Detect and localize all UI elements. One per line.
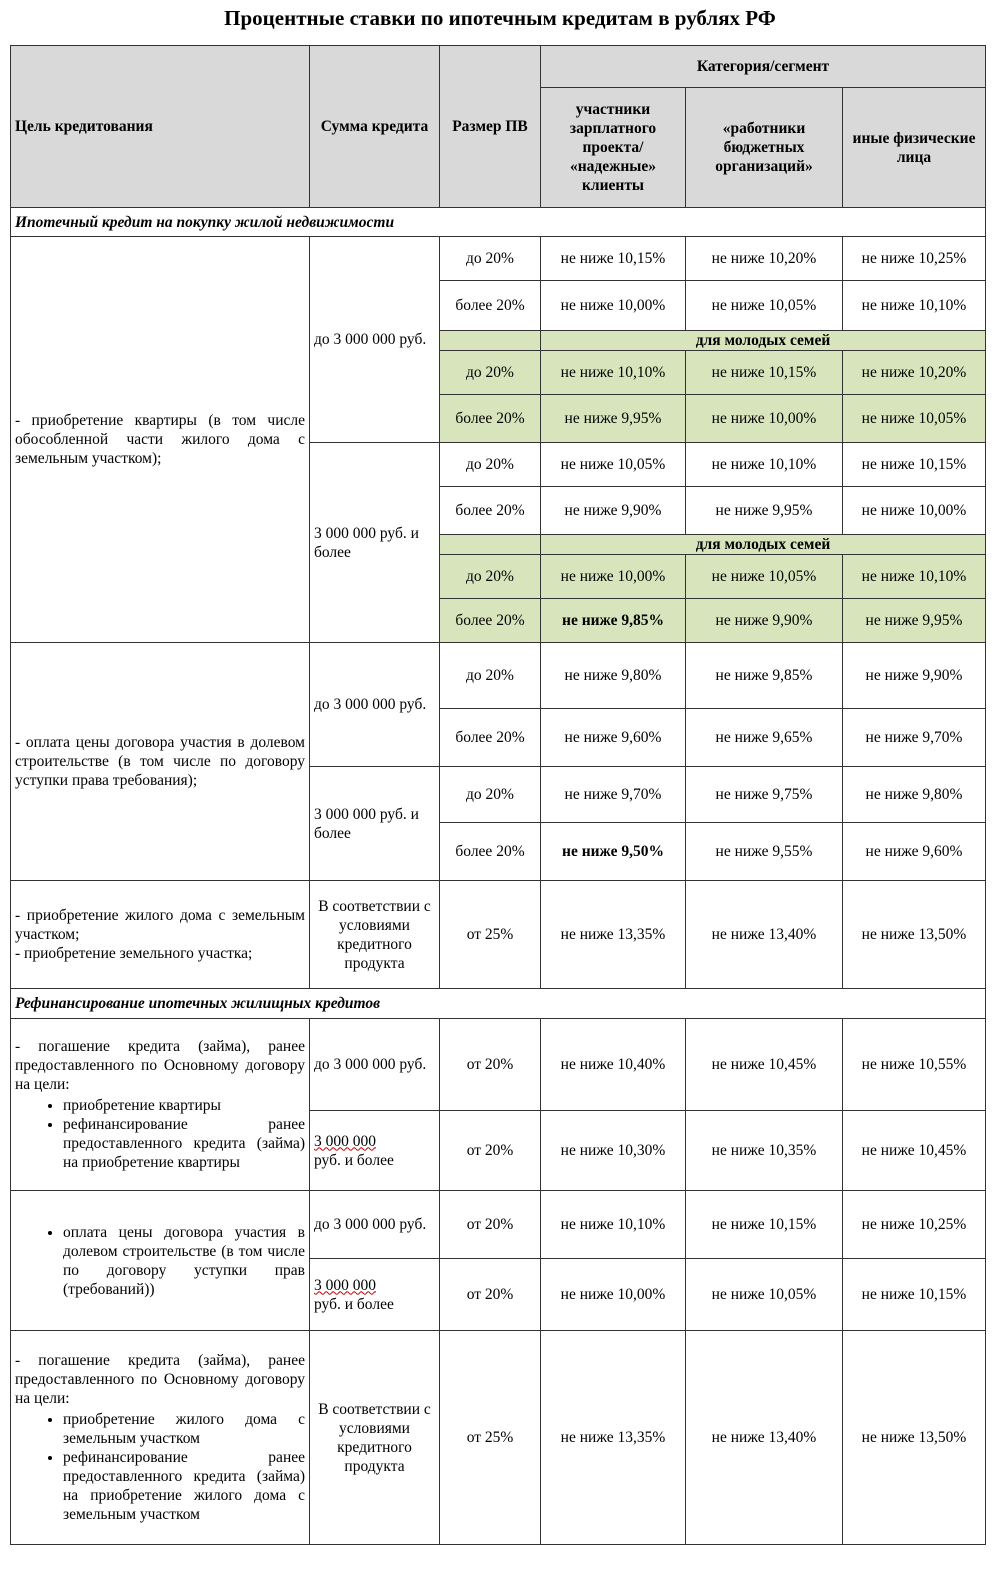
amount-cell: В соответствии с условиями кредитного продукта: [310, 881, 440, 989]
rate-cell: не ниже 9,95%: [686, 487, 843, 535]
rate-cell: не ниже 10,05%: [843, 395, 986, 443]
header-segment-salary: участники зарплатного проекта/ «надежные» клиенты: [541, 88, 686, 208]
rate-cell: не ниже 10,00%: [686, 395, 843, 443]
rate-cell: не ниже 9,95%: [541, 395, 686, 443]
rate-cell: не ниже 10,00%: [541, 281, 686, 331]
rate-cell: не ниже 13,40%: [686, 1331, 843, 1545]
rate-cell: не ниже 10,45%: [843, 1111, 986, 1191]
rate-cell: не ниже 10,25%: [843, 1191, 986, 1259]
header-segment-other: иные физические лица: [843, 88, 986, 208]
mortgage-rates-table: [10, 45, 986, 1545]
amount-cell: до 3 000 000 руб.: [310, 1191, 440, 1259]
header-pv: Размер ПВ: [440, 46, 541, 208]
amount-cell: [310, 1259, 440, 1331]
pv-cell: от 25%: [440, 1331, 541, 1545]
amount-value: 3 000 000: [314, 1276, 376, 1294]
rate-cell: не ниже 10,45%: [686, 1019, 843, 1111]
purpose-line: - приобретение жилого дома с земельным участком;: [15, 907, 305, 943]
rate-cell: не ниже 10,40%: [541, 1019, 686, 1111]
header-category: Категория/сегмент: [541, 46, 986, 88]
purpose-line: - погашение кредита (займа), ранее предоставленного по Основному договору на цели:: [15, 1038, 305, 1093]
pv-cell: до 20%: [440, 555, 541, 599]
pv-cell: более 20%: [440, 599, 541, 643]
pv-cell: до 20%: [440, 767, 541, 823]
rate-cell: не ниже 10,00%: [541, 1259, 686, 1331]
header-amount: Сумма кредита: [310, 46, 440, 208]
pv-cell: от 25%: [440, 881, 541, 989]
rate-cell: не ниже 9,95%: [843, 599, 986, 643]
rate-cell: не ниже 9,90%: [686, 599, 843, 643]
pv-cell: более 20%: [440, 823, 541, 881]
rate-cell: не ниже 9,70%: [843, 709, 986, 767]
section-title: Ипотечный кредит на покупку жилой недвижимости: [11, 208, 986, 237]
pv-cell: более 20%: [440, 395, 541, 443]
rate-cell: не ниже 9,85%: [686, 643, 843, 709]
rate-cell: не ниже 9,80%: [843, 767, 986, 823]
purpose-cell: [11, 1019, 310, 1191]
rate-cell: не ниже 10,15%: [686, 351, 843, 395]
pv-cell: от 20%: [440, 1019, 541, 1111]
rate-cell: не ниже 9,90%: [541, 487, 686, 535]
rate-cell: не ниже 10,20%: [686, 237, 843, 281]
young-family-spacer: [440, 331, 541, 351]
rate-cell: не ниже 10,55%: [843, 1019, 986, 1111]
amount-cell: до 3 000 000 руб.: [310, 237, 440, 443]
rate-cell: не ниже 10,05%: [686, 555, 843, 599]
rate-cell: не ниже 10,15%: [541, 237, 686, 281]
amount-cell: до 3 000 000 руб.: [310, 643, 440, 767]
rate-cell: не ниже 10,15%: [686, 1191, 843, 1259]
rate-cell: не ниже 13,35%: [541, 1331, 686, 1545]
header-segment-budget: «работники бюджетных организаций»: [686, 88, 843, 208]
purpose-cell: [11, 1331, 310, 1545]
pv-cell: до 20%: [440, 643, 541, 709]
rate-cell: не ниже 10,10%: [843, 281, 986, 331]
pv-cell: от 20%: [440, 1191, 541, 1259]
amount-cell: до 3 000 000 руб.: [310, 1019, 440, 1111]
pv-cell: до 20%: [440, 443, 541, 487]
rate-cell: не ниже 10,15%: [843, 1259, 986, 1331]
pv-cell: до 20%: [440, 237, 541, 281]
amount-cell: В соответствии с условиями кредитного продукта: [310, 1331, 440, 1545]
rate-cell: не ниже 10,10%: [541, 1191, 686, 1259]
purpose-bullet: • оплата цены договора участия в долевом строительстве (в том числе по договору уступки прав (требований)): [63, 1223, 305, 1299]
rate-cell: не ниже 10,10%: [843, 555, 986, 599]
rate-cell: не ниже 13,35%: [541, 881, 686, 989]
pv-cell: более 20%: [440, 281, 541, 331]
amount-cell: 3 000 000 руб. и более: [310, 443, 440, 643]
purpose-cell: [11, 881, 310, 989]
amount-cell: 3 000 000 руб. и более: [310, 767, 440, 881]
rate-cell: не ниже 10,10%: [541, 351, 686, 395]
rate-cell: не ниже 10,05%: [686, 281, 843, 331]
rate-cell: не ниже 10,00%: [843, 487, 986, 535]
pv-cell: более 20%: [440, 487, 541, 535]
rate-cell: не ниже 13,40%: [686, 881, 843, 989]
rate-cell: не ниже 9,70%: [541, 767, 686, 823]
purpose-cell: - оплата цены договора участия в долевом строительстве (в том числе по договору уступки права требования);: [11, 643, 310, 881]
purpose-bullet: • рефинансирование ранее предоставленного кредита (займа) на приобретение жилого дома с земельным участком: [63, 1448, 305, 1524]
rate-cell: не ниже 13,50%: [843, 1331, 986, 1545]
young-family-spacer: [440, 535, 541, 555]
purpose-line: - погашение кредита (займа), ранее предоставленного по Основному договору на цели:: [15, 1352, 305, 1407]
amount-suffix: руб. и более: [314, 1295, 394, 1313]
pv-cell: более 20%: [440, 709, 541, 767]
rate-cell: не ниже 10,05%: [541, 443, 686, 487]
amount-cell: [310, 1111, 440, 1191]
rate-cell: не ниже 9,75%: [686, 767, 843, 823]
amount-value: 3 000 000: [314, 1132, 376, 1150]
rate-cell: не ниже 9,80%: [541, 643, 686, 709]
pv-cell: до 20%: [440, 351, 541, 395]
rate-cell: не ниже 9,65%: [686, 709, 843, 767]
rate-cell: не ниже 9,55%: [686, 823, 843, 881]
rate-cell: не ниже 9,60%: [541, 709, 686, 767]
purpose-bullet: • рефинансирование ранее предоставленного кредита (займа) на приобретение квартиры: [63, 1115, 305, 1172]
amount-suffix: руб. и более: [314, 1151, 394, 1169]
pv-cell: от 20%: [440, 1111, 541, 1191]
young-family-label: для молодых семей: [541, 331, 986, 351]
rate-cell: не ниже 9,85%: [541, 599, 686, 643]
pv-cell: от 20%: [440, 1259, 541, 1331]
rate-cell: не ниже 10,30%: [541, 1111, 686, 1191]
rate-cell: не ниже 13,50%: [843, 881, 986, 989]
rate-cell: не ниже 10,35%: [686, 1111, 843, 1191]
rate-cell: не ниже 10,15%: [843, 443, 986, 487]
rate-cell: не ниже 10,00%: [541, 555, 686, 599]
rate-cell: не ниже 10,20%: [843, 351, 986, 395]
header-purpose: Цель кредитования: [11, 46, 310, 208]
purpose-cell: [11, 1191, 310, 1331]
purpose-bullet: • приобретение жилого дома с земельным участком: [63, 1410, 305, 1448]
rate-cell: не ниже 10,25%: [843, 237, 986, 281]
purpose-bullet: • приобретение квартиры: [63, 1096, 305, 1115]
young-family-label: для молодых семей: [541, 535, 986, 555]
purpose-cell: - приобретение квартиры (в том числе обособленной части жилого дома с земельным участком);: [11, 237, 310, 643]
rate-cell: не ниже 10,05%: [686, 1259, 843, 1331]
rate-cell: не ниже 9,90%: [843, 643, 986, 709]
rate-cell: не ниже 9,60%: [843, 823, 986, 881]
rate-cell: не ниже 10,10%: [686, 443, 843, 487]
page-title: Процентные ставки по ипотечным кредитам в рублях РФ: [224, 6, 776, 30]
section-title: Рефинансирование ипотечных жилищных кредитов: [11, 989, 986, 1019]
rate-cell: не ниже 9,50%: [541, 823, 686, 881]
purpose-line: - приобретение земельного участка;: [15, 945, 253, 962]
